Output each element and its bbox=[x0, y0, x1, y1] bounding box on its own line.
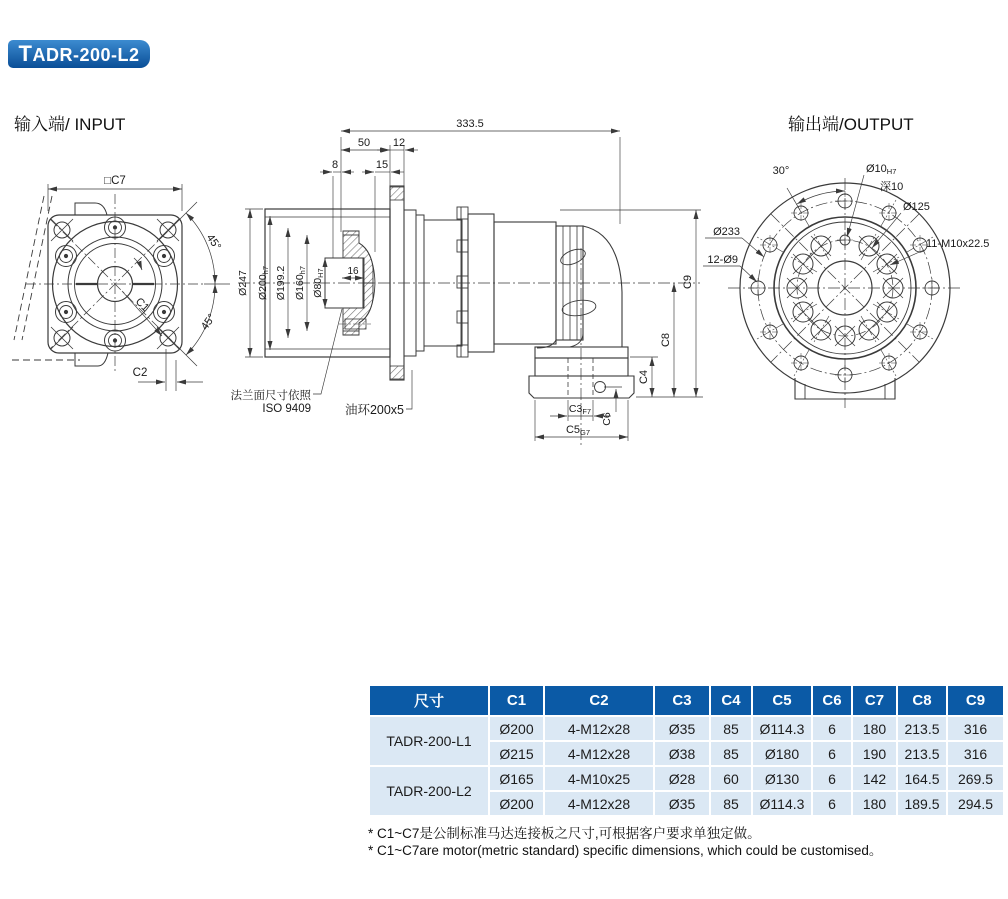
cell: 269.5 bbox=[947, 766, 1004, 791]
dim-label-overall: 333.5 bbox=[456, 118, 484, 130]
dim-label-dia160: Ø160h7 bbox=[294, 265, 307, 301]
footnote-en: * C1~C7are motor(metric standard) specific dimensions, which could be customised。 bbox=[368, 843, 883, 858]
cell: Ø114.3 bbox=[752, 716, 812, 741]
output-flange-stack bbox=[529, 347, 634, 398]
cell: 189.5 bbox=[897, 791, 947, 816]
dim-label-15: 15 bbox=[375, 159, 389, 171]
cell: 213.5 bbox=[897, 716, 947, 741]
cell: 316 bbox=[947, 741, 1004, 766]
input-view-drawing bbox=[12, 175, 230, 391]
col-header-c9: C9 bbox=[947, 685, 1004, 716]
table-row bbox=[369, 766, 1004, 791]
dim-label-dia125: Ø125 bbox=[903, 201, 930, 213]
dim-label-12: 12 bbox=[392, 137, 406, 149]
cell: 180 bbox=[852, 791, 897, 816]
dim-label-inner-holes: 11-M10x22.5 bbox=[926, 238, 990, 250]
input-view-title: 输入端/ INPUT bbox=[14, 115, 126, 134]
cell: Ø215 bbox=[489, 741, 544, 766]
flange-top-tab bbox=[75, 203, 107, 215]
oil-ring-note: 油环200x5 bbox=[344, 403, 404, 417]
model-cell-l2: TADR-200-L2 bbox=[369, 766, 489, 816]
dim-label-dia247: Ø247 bbox=[237, 270, 249, 296]
dim-label-16: 16 bbox=[347, 266, 359, 277]
dim-label-dia233: Ø233 bbox=[713, 226, 740, 238]
dia125-leader bbox=[872, 213, 901, 248]
cell: 4-M12x28 bbox=[544, 791, 654, 816]
col-header-c6: C6 bbox=[812, 685, 852, 716]
dim-label-c9: C9 bbox=[682, 274, 694, 290]
dim-label-c2: C2 bbox=[132, 367, 148, 379]
oil-ring-leader bbox=[406, 370, 412, 409]
col-header-size: 尺寸 bbox=[369, 685, 489, 716]
dim-label-c3: C3F7 bbox=[568, 403, 592, 416]
cell: 60 bbox=[710, 766, 752, 791]
flange-note-line1: 法兰面尺寸依照 bbox=[230, 390, 311, 402]
cell: Ø28 bbox=[654, 766, 710, 791]
right-dim-lines bbox=[560, 210, 703, 397]
table-header-row bbox=[369, 685, 1004, 716]
footnote-cn: * C1~C7是公制标准马达连接板之尺寸,可根据客户要求单独定做。 bbox=[368, 826, 761, 841]
dim-label-pin-depth: 深10 bbox=[880, 181, 904, 193]
cell: Ø35 bbox=[654, 716, 710, 741]
dim-label-dia200: Ø200h7 bbox=[257, 265, 270, 301]
dimension-table bbox=[368, 684, 1005, 817]
dim-30-lines bbox=[787, 188, 845, 210]
col-header-c3: C3 bbox=[654, 685, 710, 716]
cell: 164.5 bbox=[897, 766, 947, 791]
col-header-c1: C1 bbox=[489, 685, 544, 716]
dim-label-c7: □C7 bbox=[104, 175, 126, 187]
cell: Ø200 bbox=[489, 791, 544, 816]
cell: Ø180 bbox=[752, 741, 812, 766]
flange-note-leader bbox=[313, 309, 342, 394]
dim-label-50: 50 bbox=[357, 137, 371, 149]
cell: Ø38 bbox=[654, 741, 710, 766]
cell: 85 bbox=[710, 791, 752, 816]
model-badge: TADR-200-L2 bbox=[8, 40, 150, 68]
cell: 316 bbox=[947, 716, 1004, 741]
col-header-c8: C8 bbox=[897, 685, 947, 716]
cell: 4-M12x28 bbox=[544, 716, 654, 741]
cell: 6 bbox=[812, 766, 852, 791]
dim-label-30: 30° bbox=[772, 165, 790, 177]
cell: 6 bbox=[812, 791, 852, 816]
col-header-c4: C4 bbox=[710, 685, 752, 716]
output-view-title: 输出端/OUTPUT bbox=[788, 115, 914, 134]
flange-bolt-section-bottom bbox=[390, 366, 404, 379]
cell: Ø165 bbox=[489, 766, 544, 791]
col-header-c2: C2 bbox=[544, 685, 654, 716]
outer-holes-leader bbox=[703, 266, 757, 282]
dim-label-45-bottom: 45° bbox=[198, 312, 219, 333]
cell: Ø130 bbox=[752, 766, 812, 791]
dim-label-8: 8 bbox=[331, 159, 339, 171]
pin-hole bbox=[837, 232, 853, 248]
dim-label-c1: C1 bbox=[132, 295, 152, 315]
dim-label-pin: Ø10H7 bbox=[866, 163, 897, 176]
cell: 4-M10x25 bbox=[544, 766, 654, 791]
elbow-housing bbox=[537, 226, 622, 348]
cell: 294.5 bbox=[947, 791, 1004, 816]
cell: 180 bbox=[852, 716, 897, 741]
dim-c2-lines bbox=[138, 349, 203, 391]
cell: 6 bbox=[812, 716, 852, 741]
dim-label-c4: C4 bbox=[638, 369, 650, 385]
col-header-c7: C7 bbox=[852, 685, 897, 716]
dim-label-outer-holes: 12-Ø9 bbox=[707, 254, 738, 266]
cell: 85 bbox=[710, 716, 752, 741]
top-dim-lines bbox=[320, 131, 620, 258]
dim-label-dia199: Ø199.2 bbox=[275, 265, 287, 301]
flange-bolt-section-top bbox=[390, 187, 404, 200]
model-cell-l1: TADR-200-L1 bbox=[369, 716, 489, 766]
cell: 142 bbox=[852, 766, 897, 791]
dim-label-c6: C6 bbox=[601, 412, 613, 426]
output-view-drawing bbox=[703, 163, 989, 408]
cell: 4-M12x28 bbox=[544, 741, 654, 766]
section-view-drawing bbox=[231, 118, 704, 445]
cell: Ø200 bbox=[489, 716, 544, 741]
cell: Ø35 bbox=[654, 791, 710, 816]
flange-note-line2: ISO 9409 bbox=[262, 403, 311, 415]
cell: 85 bbox=[710, 741, 752, 766]
cell: 213.5 bbox=[897, 741, 947, 766]
cell: 190 bbox=[852, 741, 897, 766]
dim-label-c5: C5G7 bbox=[565, 424, 591, 437]
flange-bottom-tab bbox=[75, 353, 108, 366]
cell: Ø114.3 bbox=[752, 791, 812, 816]
table-row bbox=[369, 716, 1004, 741]
cell: 6 bbox=[812, 741, 852, 766]
dim-label-c8: C8 bbox=[660, 332, 672, 348]
dim-label-dia80: Ø80H7 bbox=[312, 268, 325, 298]
dim-label-45-top: 45° bbox=[203, 232, 224, 253]
col-header-c5: C5 bbox=[752, 685, 812, 716]
